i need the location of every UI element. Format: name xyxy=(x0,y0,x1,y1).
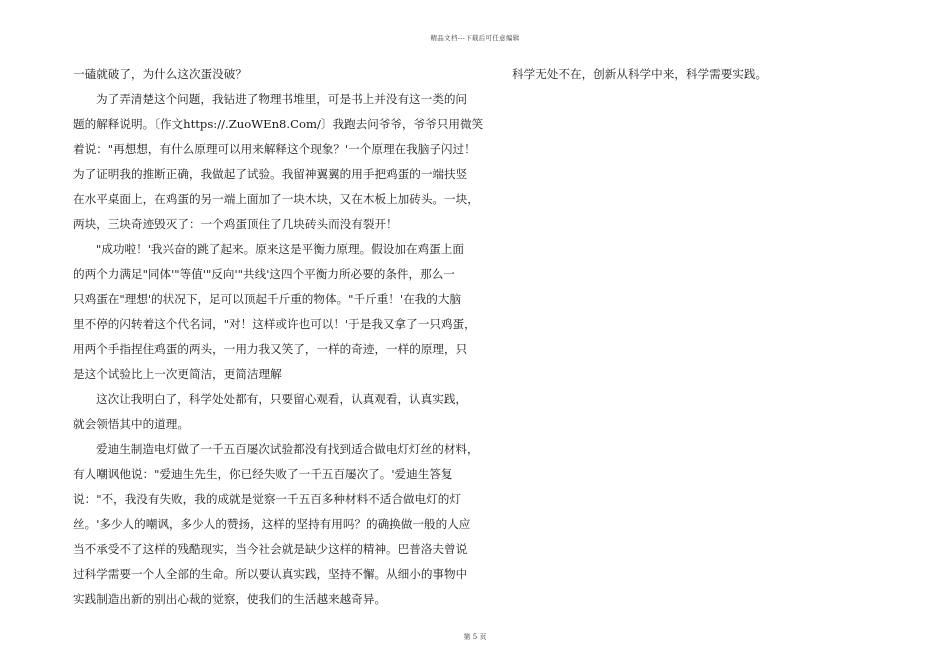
text-line: 说："不，我没有失败，我的成就是觉察一千五百多种材料不适合做电灯的灯 xyxy=(73,492,461,506)
text-line: 只鸡蛋在"理想'的状况下，足可以顶起千斤重的物体。"千斤重！'在我的大脑 xyxy=(73,292,462,306)
text-line: 这次让我明白了，科学处处都有，只要留心观看，认真观看，认真实践， xyxy=(96,392,468,406)
text-line: 为了证明我的推断正确，我做起了试验。我留神翼翼的用手把鸡蛋的一端扶竖 xyxy=(73,167,468,181)
text-line: 就会领悟其中的道理。 xyxy=(73,417,189,431)
text-line: 实践制造出新的别出心裁的觉察，使我们的生活越来越奇异。 xyxy=(73,592,387,606)
text-line: 用两个手指捏住鸡蛋的两头，一用力我又笑了，一样的奇迹，一样的原理，只 xyxy=(73,342,468,356)
text-line: 是这个试验比上一次更简洁，更简洁理解 xyxy=(73,367,282,381)
text-line: 题的解释说明。〔作文https://.ZuoWEn8.Com/〕我跑去问爷爷，爷爷只用微笑 xyxy=(73,117,484,131)
text-line: 过科学需要一个人全部的生命。所以要认真实践，坚持不懈。从细小的事物中 xyxy=(73,567,468,581)
page-number: 第 5 页 xyxy=(463,633,487,641)
text-line: 在水平桌面上，在鸡蛋的另一端上面加了一块木块，又在木板上加砖头。一块， xyxy=(73,192,479,206)
page-header: 精品文档---下载后可任意编辑 xyxy=(430,34,520,42)
text-line: 着说："再想想，有什么原理可以用来解释这个现象？'一个原理在我脑子闪过！ xyxy=(73,142,476,156)
text-line: 一磕就破了，为什么这次蛋没破？ xyxy=(73,67,247,81)
text-line: "成功啦！'我兴奋的跳了起来。原来这是平衡力原理。假设加在鸡蛋上面 xyxy=(96,242,464,256)
text-line: 两块，三块奇迹毁灭了：一个鸡蛋顶住了几块砖头而没有裂开！ xyxy=(73,217,398,231)
text-line: 里不停的闪转着这个代名词，"对！这样或许也可以！'于是我又拿了一只鸡蛋， xyxy=(73,317,476,331)
text-line: 爱迪生制造电灯做了一千五百屡次试验都没有找到适合做电灯灯丝的材料， xyxy=(96,442,479,456)
text-line: 有人嘲讽他说："爱迪生先生，你已经失败了一千五百屡次了。'爱迪生答复 xyxy=(73,467,453,481)
text-line: 的两个力满足"同体'"等值'"反向'"共线'这四个平衡力所必要的条件，那么一 xyxy=(73,267,455,281)
text-line: 当不承受不了这样的残酷现实，当今社会就是缺少这样的精神。巴普洛夫曾说 xyxy=(73,542,468,556)
text-line: 科学无处不在，创新从科学中来，科学需要实践。 xyxy=(512,67,768,81)
text-line: 为了弄清楚这个问题，我钻进了物理书堆里，可是书上并没有这一类的问 xyxy=(96,92,468,106)
text-line: 丝。'多少人的嘲讽，多少人的赞扬，这样的坚持有用吗？的确换做一般的人应 xyxy=(73,517,471,531)
